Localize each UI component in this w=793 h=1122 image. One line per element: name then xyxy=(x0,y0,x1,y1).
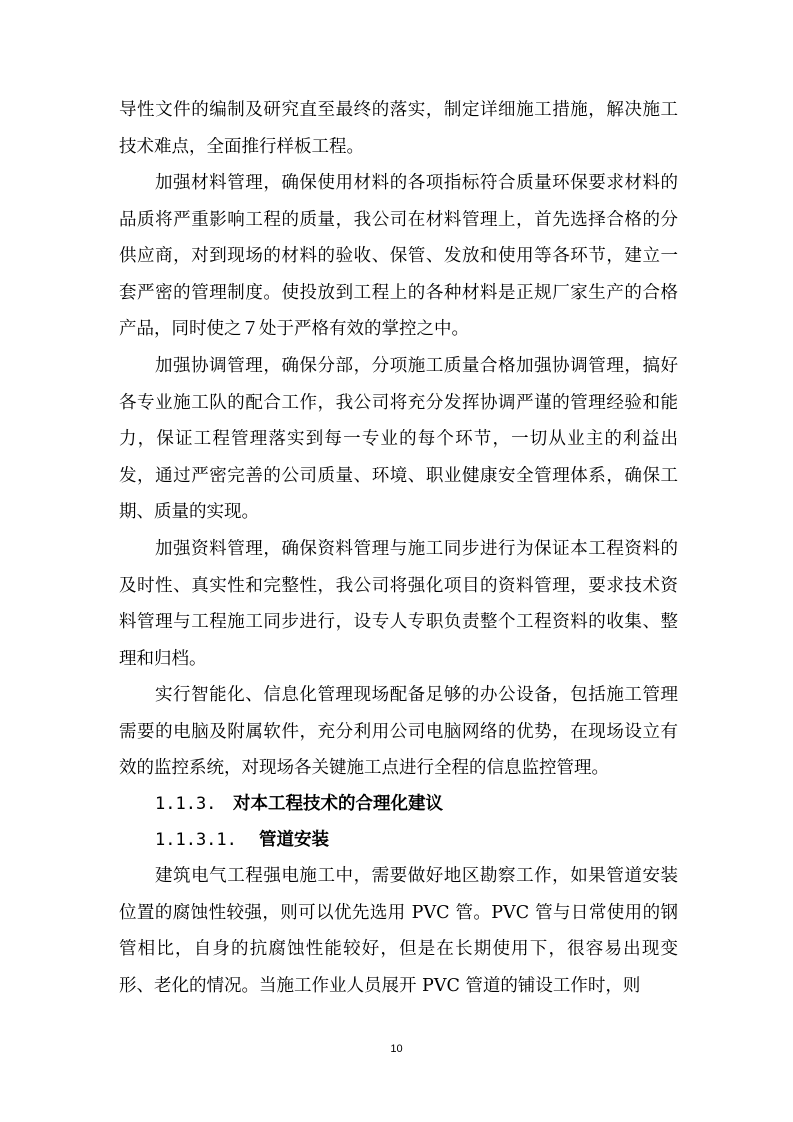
paragraph-coordination-management: 加强协调管理，确保分部，分项施工质量合格加强协调管理，搞好各专业施工队的配合工作，我公司将充分发挥协调严谨的管理经验和能力，保证工程管理落实到每一专业的每个环节，一切从业主的利益出发，通过严密完善的公司质量、环境、职业健康安全管理体系，确保工期、质量的实现。 xyxy=(119,356,678,522)
paragraph-pipe-installation: 建筑电气工程强电施工中，需要做好地区勘察工作，如果管道安装位置的腐蚀性较强，则可以优先选用 PVC 管。PVC 管与日常使用的钢管相比，自身的抗腐蚀性能较好，但是在长期使用下，很容易出现变形、老化的情况。当施工作业人员展开 PVC 管道的铺设工作时，则 xyxy=(119,866,678,996)
paragraph-document-management: 加强资料管理，确保资料管理与施工同步进行为保证本工程资料的及时性、真实性和完整性，我公司将强化项目的资料管理，要求技术资料管理与工程施工同步进行，设专人专职负责整个工程资料的收集、整理和归档。 xyxy=(119,539,678,669)
section-title: 对本工程技术的合理化建议 xyxy=(233,794,443,814)
section-number: 1.1.3. xyxy=(155,794,217,814)
section-heading-1-1-3-1 xyxy=(155,822,329,859)
paragraph-intelligent-management: 实行智能化、信息化管理现场配备足够的办公设备，包括施工管理需要的电脑及附属软件，充分利用公司电脑网络的优势，在现场设立有效的监控系统，对现场各关键施工点进行全程的信息监控管理。 xyxy=(119,685,678,778)
subsection-title: 管道安装 xyxy=(259,830,329,850)
paragraph-material-management: 加强材料管理，确保使用材料的各项指标符合质量环保要求材料的品质将严重影响工程的质量，我公司在材料管理上，首先选择合格的分供应商，对到现场的材料的验收、保管、发放和使用等各环节，建立一套严密的管理制度。使投放到工程上的各种材料是正规厂家生产的合格产品，同时使之７处于严格有效的掌控之中。 xyxy=(119,173,678,339)
subsection-number: 1.1.3.1. xyxy=(155,830,237,850)
paragraph-continuation: 导性文件的编制及研究直至最终的落实，制定详细施工措施，解决施工技术难点，全面推行样板工程。 xyxy=(119,100,678,157)
page-number: 10 xyxy=(390,1043,403,1055)
section-heading-1-1-3 xyxy=(155,786,443,823)
